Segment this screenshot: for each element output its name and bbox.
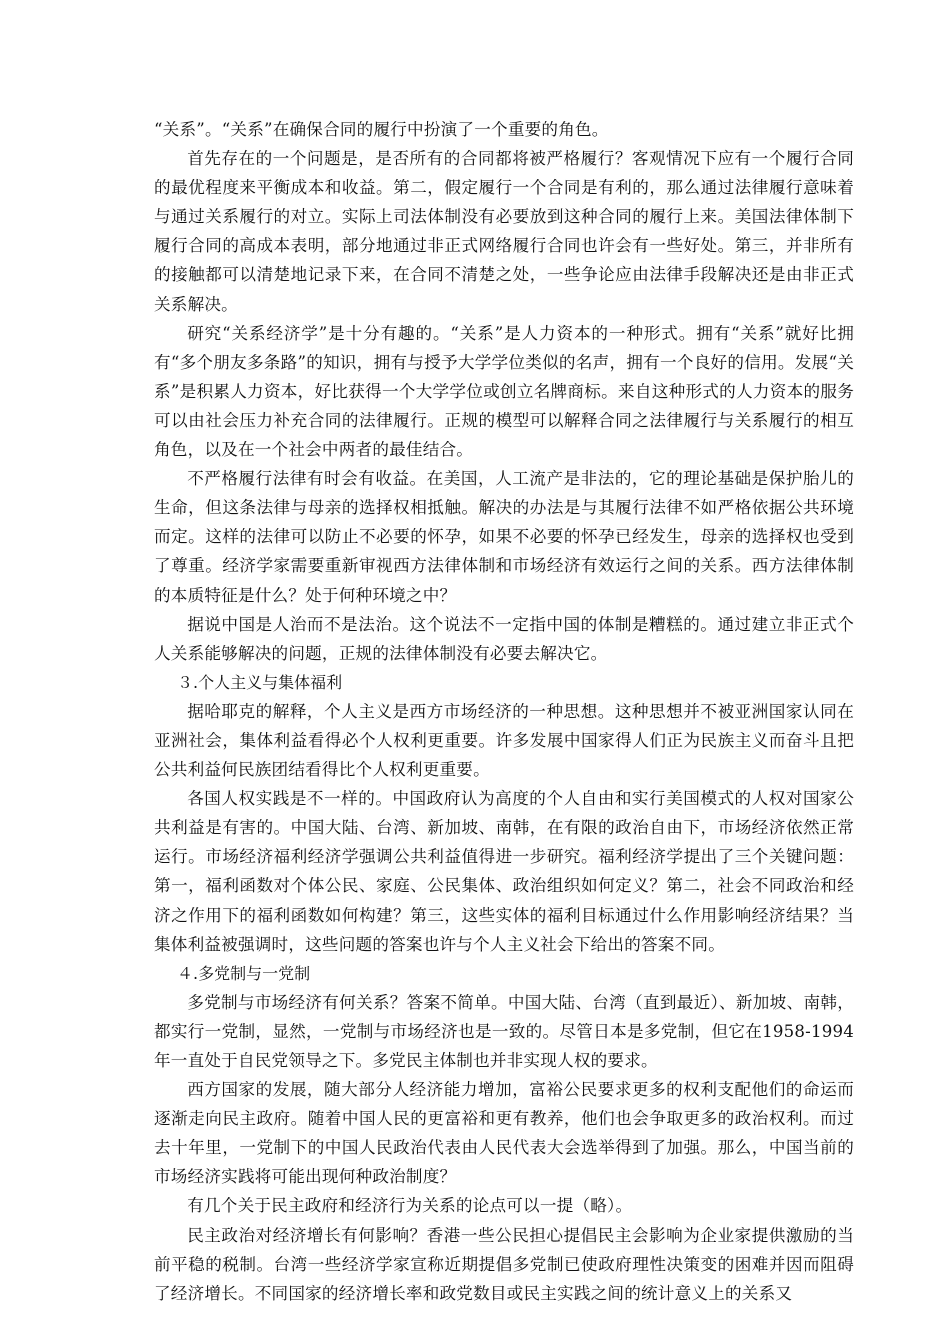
- paragraph: “关系”。“关系”在确保合同的履行中扮演了一个重要的角色。: [154, 120, 609, 139]
- section-heading: ４.多党制与一党制: [177, 963, 311, 983]
- paragraph: 各国人权实践是不一样的。中国政府认为高度的个人自由和实行美国模式的人权对国家公共利益是有害的。中国大陆、台湾、新加坡、南韩，在有限的政治自由下，市场经济依然正常运行。市场经济福利经济学强调公共利益值得进一步研究。福利经济学提出了三个关键问题：第一，福利函数对个体公民、家庭、公民集体、政治组织如何定义？第二，社会不同政治和经济之作用下的福利函数如何构建？第三，这些实体的福利目标通过什么作用影响经济结果？当集体利益被强调时，这些问题的答案也许与个人主义社会下给出的答案不同。: [154, 789, 854, 954]
- paragraph: 西方国家的发展，随大部分人经济能力增加，富裕公民要求更多的权利支配他们的命运而逐渐走向民主政府。随着中国人民的更富裕和更有教养，他们也会争取更多的政治权利。而过去十年里，一党制下的中国人民政治代表由人民代表大会选举得到了加强。那么，中国当前的市场经济实践将可能出现何种政治制度？: [154, 1080, 854, 1187]
- paragraph: 据哈耶克的解释，个人主义是西方市场经济的一种思想。这种思想并不被亚洲国家认同在亚洲社会，集体利益看得必个人权利更重要。许多发展中国家得人们正为民族主义而奋斗且把公共利益何民族团结看得比个人权利更重要。: [154, 701, 854, 780]
- paragraph: 多党制与市场经济有何关系？答案不简单。中国大陆、台湾（直到最近）、新加坡、南韩，都实行一党制，显然，一党制与市场经济也是一致的。尽管日本是多党制，但它在1958-1994年一直处于自民党领导之下。多党民主体制也并非实现人权的要求。: [154, 992, 854, 1070]
- section-heading: ３.个人主义与集体福利: [177, 672, 343, 692]
- paragraph: 不严格履行法律有时会有收益。在美国，人工流产是非法的，它的理论基础是保护胎儿的生命，但这条法律与母亲的选择权相抵触。解决的办法是与其履行法律不如严格依据公共环境而定。这样的法律可以防止不必要的怀孕，如果不必要的怀孕已经发生，母亲的选择权也受到了尊重。经济学家需要重新审视西方法律体制和市场经济有效运行之间的关系。西方法律体制的本质特征是什么？处于何种环境之中？: [154, 469, 854, 605]
- document-page: [154, 115, 854, 1308]
- paragraph: 民主政治对经济增长有何影响？香港一些公民担心提倡民主会影响为企业家提供激励的当前平稳的税制。台湾一些经济学家宣称近期提倡多党制已使政府理性决策变的困难并因而阻碍了经济增长。不同国家的经济增长率和政党数目或民主实践之间的统计意义上的关系又: [154, 1225, 854, 1303]
- paragraph: 研究“关系经济学”是十分有趣的。“关系”是人力资本的一种形式。拥有“关系”就好比拥有“多个朋友多条路”的知识，拥有与授予大学学位类似的名声，拥有一个良好的信用。发展“关系”是积累人力资本，好比获得一个大学学位或创立名牌商标。来自这种形式的人力资本的服务可以由社会压力补充合同的法律履行。正规的模型可以解释合同之法律履行与关系履行的相互角色，以及在一个社会中两者的最佳结合。: [154, 323, 854, 460]
- paragraph: 首先存在的一个问题是，是否所有的合同都将被严格履行？客观情况下应有一个履行合同的最优程度来平衡成本和收益。第二，假定履行一个合同是有利的，那么通过法律履行意味着与通过关系履行的对立。实际上司法体制没有必要放到这种合同的履行上来。美国法律体制下履行合同的高成本表明，部分地通过非正式网络履行合同也许会有一些好处。第三，并非所有的接触都可以清楚地记录下来，在合同不清楚之处，一些争论应由法律手段解决还是由非正式关系解决。: [154, 149, 854, 314]
- paragraph: 据说中国是人治而不是法治。这个说法不一定指中国的体制是糟糕的。通过建立非正式个人关系能够解决的问题，正规的法律体制没有必要去解决它。: [154, 614, 854, 663]
- paragraph: 有几个关于民主政府和经济行为关系的论点可以一提（略）。: [187, 1196, 633, 1216]
